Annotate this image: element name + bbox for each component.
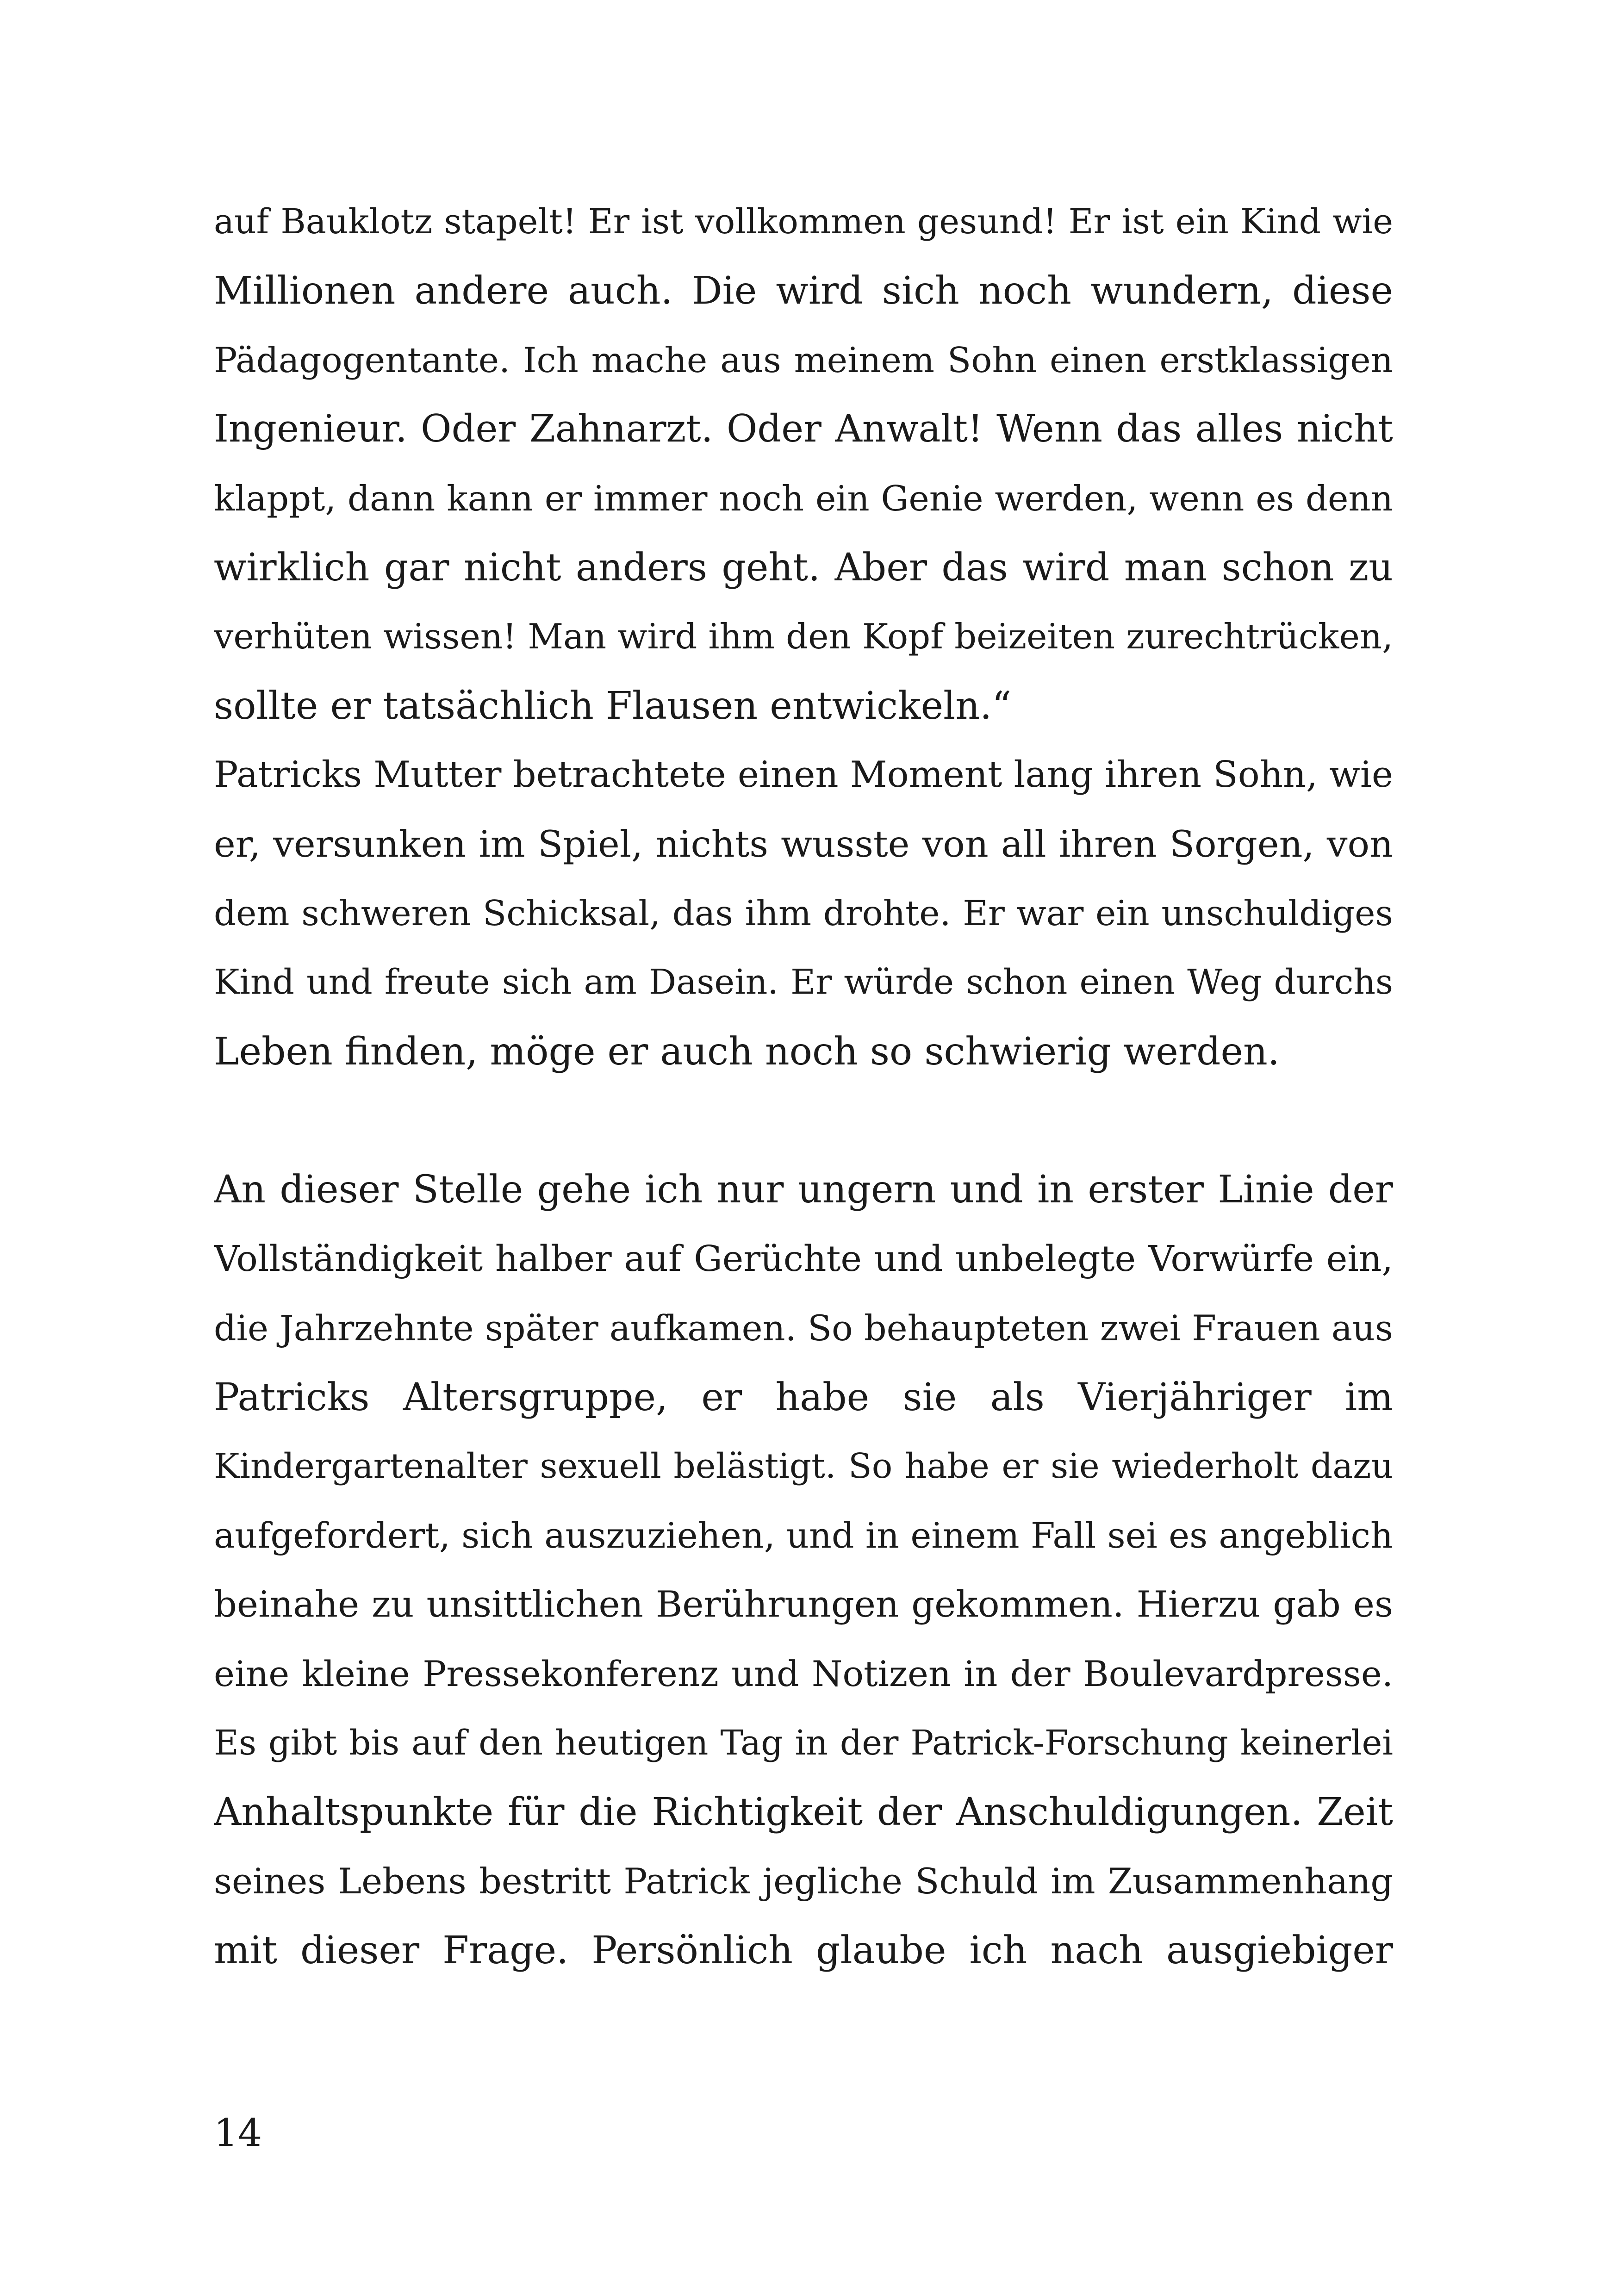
- text-line: Pädagogentante. Ich mache aus meinem Sohn einen erstklassigen: [214, 339, 1393, 380]
- text-line: Leben finden, möge er auch noch so schwierig werden.: [214, 1029, 1280, 1074]
- text-line: Patricks Altersgruppe, er habe sie als Vierjähriger im: [214, 1375, 1393, 1419]
- text-line: Anhaltspunkte für die Richtigkeit der Anschuldigungen. Zeit: [214, 1790, 1393, 1834]
- text-line: wirklich gar nicht anders geht. Aber das wird man schon zu: [214, 545, 1393, 590]
- text-line: dem schweren Schicksal, das ihm drohte. Er war ein unschuldiges: [214, 892, 1393, 933]
- text-line: seines Lebens bestritt Patrick jegliche Schuld im Zusammenhang: [214, 1860, 1393, 1902]
- text-line: beinahe zu unsittlichen Berührungen gekommen. Hierzu gab es: [214, 1583, 1393, 1625]
- text-line: Ingenieur. Oder Zahnarzt. Oder Anwalt! Wenn das alles nicht: [214, 407, 1393, 451]
- text-line: er, versunken im Spiel, nichts wusste von all ihren Sorgen, von: [214, 822, 1393, 865]
- text-line: verhüten wissen! Man wird ihm den Kopf beizeiten zurechtrücken,: [214, 616, 1393, 657]
- page-number: 14: [214, 2111, 262, 2155]
- text-line: die Jahrzehnte später aufkamen. So behaupteten zwei Frauen aus: [214, 1307, 1393, 1349]
- text-line: mit dieser Frage. Persönlich glaube ich nach ausgiebiger: [214, 1928, 1393, 1972]
- text-line: Kind und freute sich am Dasein. Er würde schon einen Weg durchs: [214, 962, 1393, 1002]
- text-line: Kindergartenalter sexuell belästigt. So habe er sie wiederholt dazu: [214, 1446, 1393, 1487]
- text-line: Millionen andere auch. Die wird sich noch wundern, diese: [214, 269, 1393, 313]
- text-line: auf Bauklotz stapelt! Er ist vollkommen gesund! Er ist ein Kind wie: [214, 202, 1393, 242]
- body-text: [214, 187, 1393, 1985]
- text-line: sollte er tatsächlich Flausen entwickeln.“: [214, 684, 1012, 728]
- text-line: Patricks Mutter betrachtete einen Moment lang ihren Sohn, wie: [214, 754, 1393, 796]
- text-line: eine kleine Pressekonferenz und Notizen in der Boulevardpresse.: [214, 1653, 1393, 1695]
- text-line: An dieser Stelle gehe ich nur ungern und in erster Linie der: [214, 1168, 1393, 1212]
- text-line: aufgefordert, sich auszuziehen, und in einem Fall sei es angeblich: [214, 1515, 1393, 1556]
- text-line: Es gibt bis auf den heutigen Tag in der Patrick-Forschung keinerlei: [214, 1723, 1393, 1763]
- paragraph-gap: [214, 1086, 1393, 1155]
- text-line: klappt, dann kann er immer noch ein Genie werden, wenn es denn: [214, 478, 1393, 519]
- text-line: Vollständigkeit halber auf Gerüchte und unbelegte Vorwürfe ein,: [214, 1238, 1393, 1280]
